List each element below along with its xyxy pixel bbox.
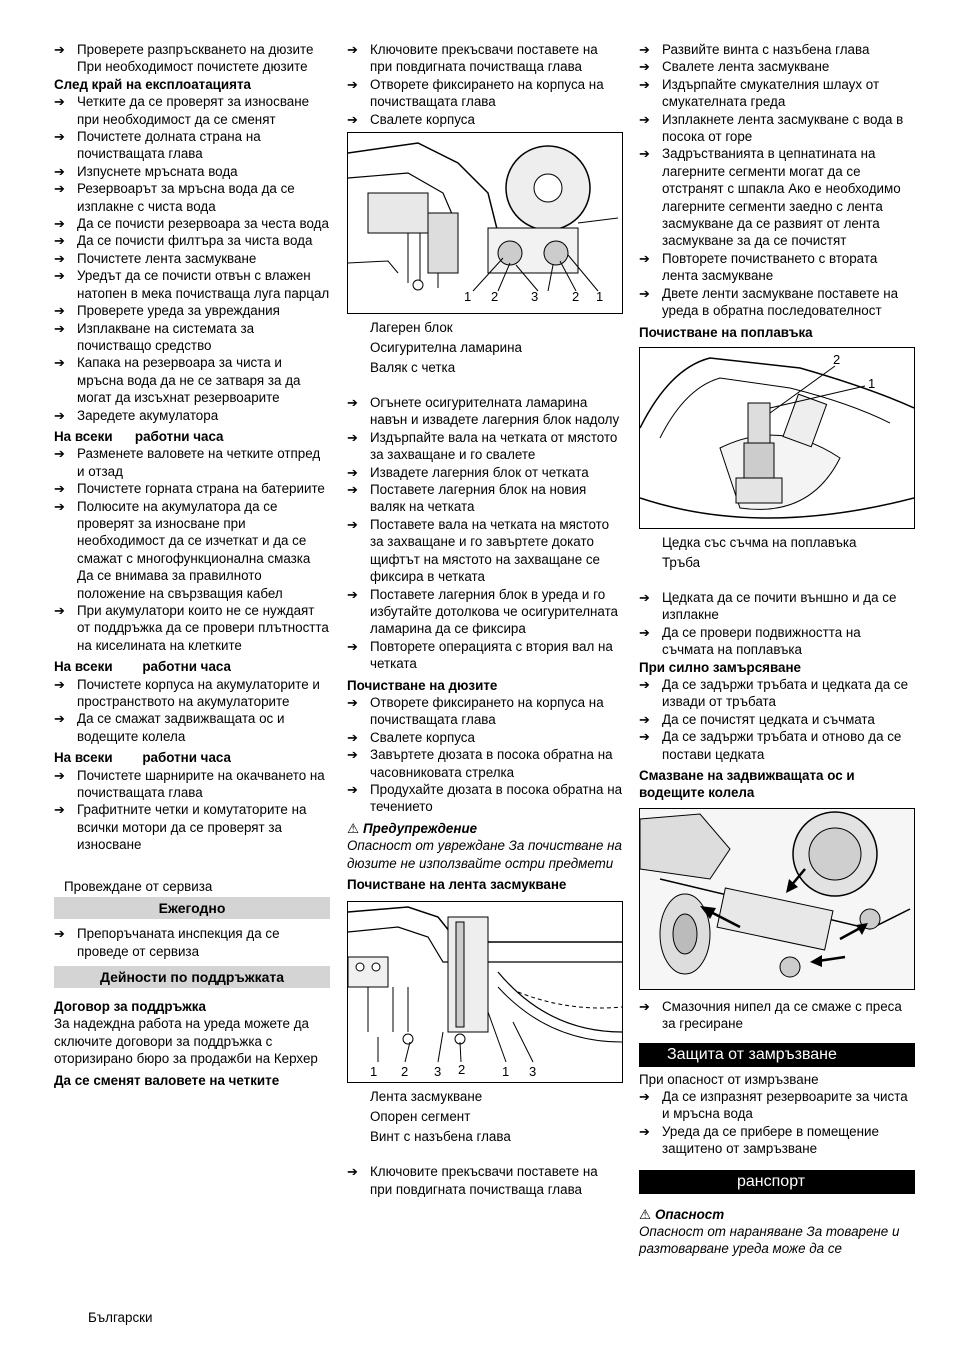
list-item: ➔ Повторете операцията с втория вал на четката — [347, 638, 623, 673]
list-item: ➔ Да се почисти филтъра за чиста вода — [54, 232, 330, 249]
section-heading: На всеки работни часа — [54, 750, 231, 766]
list-item: ➔ Капака на резервоара за чиста и мръсна вода да не се затваря за да могат да изсъхнат резервоарите — [54, 354, 330, 406]
list-item: ➔ Разменете валовете на четките отпред и отзад — [54, 445, 330, 480]
warning-heading: ⚠ Предупреждение — [347, 820, 478, 836]
squeegee-figure — [347, 901, 623, 1083]
heavy-dirt-list — [639, 676, 915, 763]
list-item-continuation: При необходимост почистете дюзите — [77, 59, 308, 75]
list-item: ➔ Почистете шарнирите на окачването на почистващата глава — [54, 767, 330, 802]
maintenance-bar: Дейности по поддръжката — [54, 966, 330, 988]
every-hours-list-1 — [54, 445, 330, 654]
list-item: ➔ Заредете акумулатора — [54, 407, 330, 424]
float-illustration — [640, 348, 914, 528]
list-item: ➔ Свалете лента засмукване — [639, 58, 915, 75]
figure-legend-item: Тръба — [662, 554, 701, 570]
column-1 — [54, 41, 330, 1089]
list-item: ➔ Да се смажат задвижващата ос и водещите колела — [54, 710, 330, 745]
fig2-label: 3 — [434, 1064, 442, 1080]
section-heading: При силно замърсяване — [639, 659, 802, 675]
fig3-label: 1 — [868, 375, 876, 391]
figure-legend-item: Лента засмукване — [370, 1089, 483, 1105]
nozzle-list — [347, 694, 623, 816]
top-list — [347, 41, 623, 128]
drive-axle-figure — [639, 808, 915, 990]
list-item: ➔ Почистете корпуса на акумулаторите и пространството на акумулаторите — [54, 676, 330, 711]
squeegee-clean-list — [639, 41, 915, 320]
list-item: ➔ Изпуснете мръсната вода — [54, 163, 330, 180]
list-item: ➔ Извадете лагерния блок от четката — [347, 464, 623, 481]
section-heading: На всеки работни часа — [54, 428, 224, 444]
fig1-label: 2 — [491, 289, 499, 305]
section-heading: Почистване на поплавъка — [639, 324, 813, 340]
figure-legend-item: Валяк с четка — [370, 360, 456, 376]
list-item: ➔ Изплакване на системата за почистващо средство — [54, 320, 330, 355]
list-item: ➔ Свалете корпуса — [347, 729, 623, 746]
brush-roller-figure — [347, 132, 623, 314]
list-item: ➔ Препоръчаната инспекция да се проведе от сервиза — [54, 925, 330, 960]
column-2 — [347, 41, 623, 1198]
list-item: ➔ Почистете горната страна на батериите — [54, 480, 330, 497]
list-item: ➔ Да се задържи тръбата и отново да се постави цедката — [639, 728, 915, 763]
column-3 — [639, 41, 915, 1258]
list-item: ➔ Продухайте дюзата в посока обратна на течението — [347, 781, 623, 816]
list-item: ➔ Да се изпразнят резервоарите за чиста и мръсна вода — [639, 1088, 915, 1123]
float-figure — [639, 347, 915, 529]
section-heading: Почистване на дюзите — [347, 677, 498, 693]
list-item: ➔ Да се почисти резервоара за честа вода — [54, 215, 330, 232]
warning-triangle-icon: ⚠ — [347, 820, 360, 836]
squeegee-illustration — [348, 902, 622, 1082]
list-item: ➔ Четките да се проверят за износване при необходимост да се сменят — [54, 93, 330, 128]
fig2-label: 1 — [502, 1064, 510, 1080]
drive-axle-illustration — [640, 809, 914, 989]
list-item: ➔ Огънете осигурителната ламарина навън и извадете лагерния блок надолу — [347, 394, 623, 429]
transport-bar: ранспорт — [639, 1170, 915, 1194]
list-item: ➔ Проверете уреда за увреждания — [54, 302, 330, 319]
list-item: ➔ Ключовите прекъсвачи поставете на при повдигната почистваща глава — [347, 41, 623, 76]
list-item: ➔ Полюсите на акумулатора да се проверят за износване при необходимост да се изчеткат и да се смажат с многофункционална смазка Да се внимава за правилното положение на свързващия кабел — [54, 498, 330, 602]
fig3-label: 2 — [833, 351, 841, 367]
every-hours-list-2 — [54, 676, 330, 746]
list-item: ➔ Издърпайте вала на четката от мястото за захващане и го свалете — [347, 429, 623, 464]
list-item: ➔ Отворете фиксирането на корпуса на почистващата глава — [347, 76, 623, 111]
section-heading: Почистване на лента засмукване — [347, 877, 567, 892]
fig1-label: 3 — [531, 289, 539, 305]
list-item: ➔ Проверете разпръскването на дюзите — [54, 41, 330, 58]
fig1-label: 2 — [572, 289, 580, 305]
list-item: ➔ Да се задържи тръбата и цедката да се извади от тръбата — [639, 676, 915, 711]
section-heading: Договор за поддръжка — [54, 998, 206, 1014]
list-item: ➔ Поставете вала на четката на мястото за захващане и го завъртете докато щифтът на мястото на захващане се фиксира в четката — [347, 516, 623, 586]
brush-roller-illustration — [348, 133, 622, 313]
section-heading: Да се сменят валовете на четките — [54, 1072, 280, 1088]
list-item: ➔ Почистете долната страна на почистващата глава — [54, 128, 330, 163]
list-item: ➔ Изплакнете лента засмукване с вода в посока от горе — [639, 111, 915, 146]
list-item: ➔ Поставете лагерния блок в уреда и го избутайте дотолкова че осигурителната ламарина да се фиксира — [347, 586, 623, 638]
contract-text: За надеждна работа на уреда можете да сключите договори за поддръжка с оторизирано бюро за продажби на Керхер — [54, 1016, 318, 1067]
fig2-label: 2 — [458, 1062, 466, 1078]
fig1-label: 1 — [596, 289, 604, 305]
list-item: ➔ Отворете фиксирането на корпуса на почистващата глава — [347, 694, 623, 729]
brush-replace-list — [347, 394, 623, 673]
fig1-label: 1 — [464, 289, 472, 305]
list-item: ➔ Развийте винта с назъбена глава — [639, 41, 915, 58]
list-item: ➔ Смазочния нипел да се смаже с преса за гресиране — [639, 998, 915, 1033]
list-item: ➔ Свалете корпуса — [347, 111, 623, 128]
figure-legend-item: Осигурителна ламарина — [370, 340, 522, 356]
list-item: ➔ Почистете лента засмукване — [54, 250, 330, 267]
fig2-label: 3 — [529, 1064, 537, 1080]
list-item: ➔ Ключовите прекъсвачи поставете на при повдигната почистваща глава — [347, 1163, 623, 1198]
warning-text: Опасност от увреждане За почистване на дюзите не използвайте остри предмети — [347, 838, 622, 871]
list-item: ➔ Да се провери подвижността на съчмата на поплавъка — [639, 624, 915, 659]
section-heading: На всеки работни часа — [54, 659, 231, 675]
frost-protection-bar: Защита от замръзване — [639, 1043, 915, 1067]
yearly-bar: Ежегодно — [54, 897, 330, 919]
list-item: ➔ Издърпайте смукателния шлаух от смукателната греда — [639, 76, 915, 111]
figure-legend-item: Цедка със съчма на поплавъка — [662, 534, 857, 550]
after-operation-list — [54, 93, 330, 424]
danger-text: Опасност от нараняване За товарене и разтоварване уреда може да се — [639, 1224, 900, 1257]
fig2-label: 1 — [370, 1064, 378, 1080]
section-heading: След край на експлоатацията — [54, 76, 251, 92]
list-item: ➔ Резервоарът за мръсна вода да се изплакне с чиста вода — [54, 180, 330, 215]
list-item: ➔ Завъртете дюзата в посока обратна на часовниковата стрелка — [347, 746, 623, 781]
list-item: ➔ Да се почистят цедката и съчмата — [639, 711, 915, 728]
list-item: ➔ Двете ленти засмукване поставете на уреда в обратна последователност — [639, 285, 915, 320]
warning-triangle-icon: ⚠ — [639, 1206, 652, 1222]
section-heading: Смазване на задвижващата ос и водещите колела — [639, 767, 855, 801]
list-item: ➔ Поставете лагерния блок на новия валяк на четката — [347, 481, 623, 516]
footer-language: Български — [88, 1310, 153, 1325]
frost-list — [639, 1088, 915, 1158]
danger-heading: ⚠ Опасност — [639, 1206, 725, 1222]
fig2-label: 2 — [401, 1064, 409, 1080]
list-item: ➔ Цедката да се почити външно и да се изплакне — [639, 589, 915, 624]
list-item: ➔ Задръстванията в цепнатината на лагерните сегменти могат да се отстранят с шпакла Ако е необходимо лагерните сегменти заедно с лента засмукване да се развият от лента засмукване за да се почистят — [639, 145, 915, 249]
list-item: ➔ Уредът да се почисти отвън с влажен натопен в мека почистваща луга парцал — [54, 267, 330, 302]
list-item: ➔ Графитните четки и комутаторите на всички мотори да се проверят за износване — [54, 801, 330, 853]
every-hours-list-3 — [54, 767, 330, 854]
frost-intro: При опасност от измръзване — [639, 1071, 819, 1087]
figure-legend-item: Винт с назъбена глава — [370, 1129, 511, 1145]
list-item: ➔ Уреда да се прибере в помещение защитено от замръзване — [639, 1123, 915, 1158]
list-item: ➔ Повторете почистването с втората лента засмукване — [639, 250, 915, 285]
figure-legend-item: Опорен сегмент — [370, 1109, 471, 1125]
list-item: ➔ При акумулатори които не се нуждаят от поддръжка да се провери плътността на киселината на клетките — [54, 602, 330, 654]
service-note: Провеждане от сервиза — [64, 878, 213, 894]
figure-legend-item: Лагерен блок — [370, 320, 453, 336]
float-list — [639, 589, 915, 659]
